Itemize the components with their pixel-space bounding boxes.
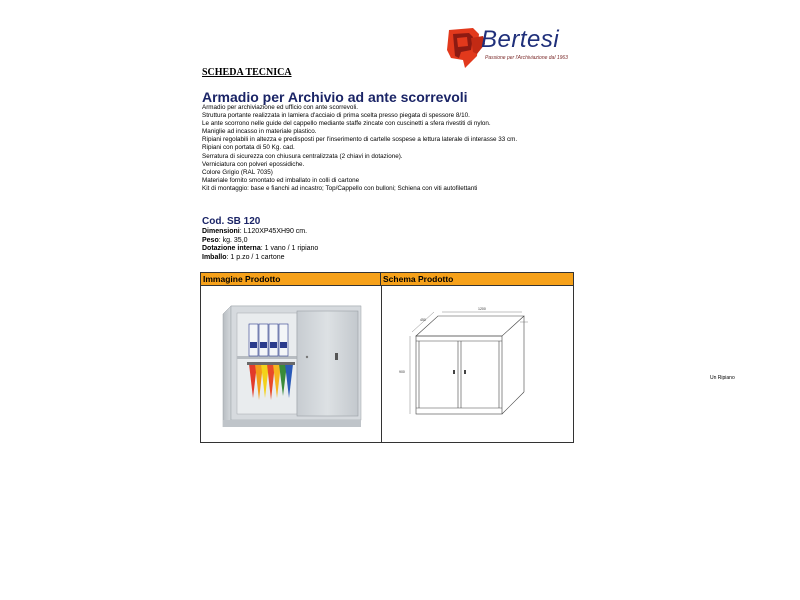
- description-line: Serratura di sicurezza con chiusura centralizzata (2 chiavi in dotazione).: [202, 152, 403, 160]
- spec-row: Imballo: 1 p.zo / 1 cartone: [202, 253, 285, 261]
- brand-logo: [443, 22, 573, 70]
- brand-name: Bertesi: [481, 26, 560, 53]
- brand-tagline: Passione per l'Archiviazione dal 1963: [485, 55, 568, 61]
- description-line: Kit di montaggio: base e fianchi ad incastro; Top/Cappello con bulloni; Schiena con viti autofilettanti: [202, 184, 478, 192]
- description-line: Struttura portante realizzata in lamiera d'acciaio di prima scelta presso piegata di spessore 8/10.: [202, 112, 470, 120]
- description-line: Ripiani regolabili in altezza e predisposti per l'inserimento di cartelle sospese a lettura laterale di interasse 33 cm.: [202, 136, 518, 144]
- spec-value: 1 vano / 1 ripiano: [264, 245, 319, 253]
- description-line: Le ante scorrono nelle guide del cappello mediante staffe zincate con cuscinetti a sfera rivestiti di nylon.: [202, 120, 491, 128]
- spec-row: Peso: kg. 35,0: [202, 236, 248, 244]
- spec-value: 1 p.zo / 1 cartone: [230, 253, 285, 261]
- spec-label: Dimensioni: [202, 228, 240, 235]
- spec-label: Imballo: [202, 253, 227, 261]
- cabinet-photo: [201, 286, 381, 443]
- dimension-height: 900: [399, 370, 405, 374]
- spec-label: Peso: [202, 236, 219, 244]
- product-specs: [202, 228, 318, 262]
- product-schema-cell: [382, 286, 735, 443]
- description-line: Ripiani con portata di 50 Kg. cad.: [202, 144, 295, 152]
- description-line: Armadio per archiviazione ed ufficio con ante scorrevoli.: [202, 104, 358, 111]
- product-description: [202, 104, 602, 193]
- product-table: [200, 272, 735, 443]
- product-code: Cod. SB 120: [202, 216, 261, 227]
- section-heading: SCHEDA TECNICA: [202, 67, 292, 78]
- schema-label: Un Ripiano: [710, 375, 735, 381]
- spec-value: kg. 35,0: [222, 236, 248, 244]
- table-header-schema: Schema Prodotto: [381, 273, 573, 286]
- dimension-depth: 450: [420, 318, 426, 322]
- dimension-width: 1200: [478, 307, 486, 311]
- spec-row: Dimensioni: L120XP45XH90 cm.: [202, 228, 308, 235]
- spec-label: Dotazione interna: [202, 245, 261, 253]
- description-line: Colore Grigio (RAL 7035): [202, 168, 273, 176]
- product-image-cell: [201, 286, 381, 443]
- description-line: Maniglie ad incasso in materiale plastico.: [202, 128, 317, 136]
- table-header-image: Immagine Prodotto: [201, 273, 381, 286]
- spec-value: L120XP45XH90 cm.: [243, 228, 308, 235]
- description-line: Materiale fornito smontato ed imballato in colli di cartone: [202, 176, 360, 184]
- description-line: Verniciatura con polveri epossidiche.: [202, 160, 305, 168]
- product-title: Armadio per Archivio ad ante scorrevoli: [202, 89, 468, 105]
- spec-row: Dotazione interna: 1 vano / 1 ripiano: [202, 245, 319, 253]
